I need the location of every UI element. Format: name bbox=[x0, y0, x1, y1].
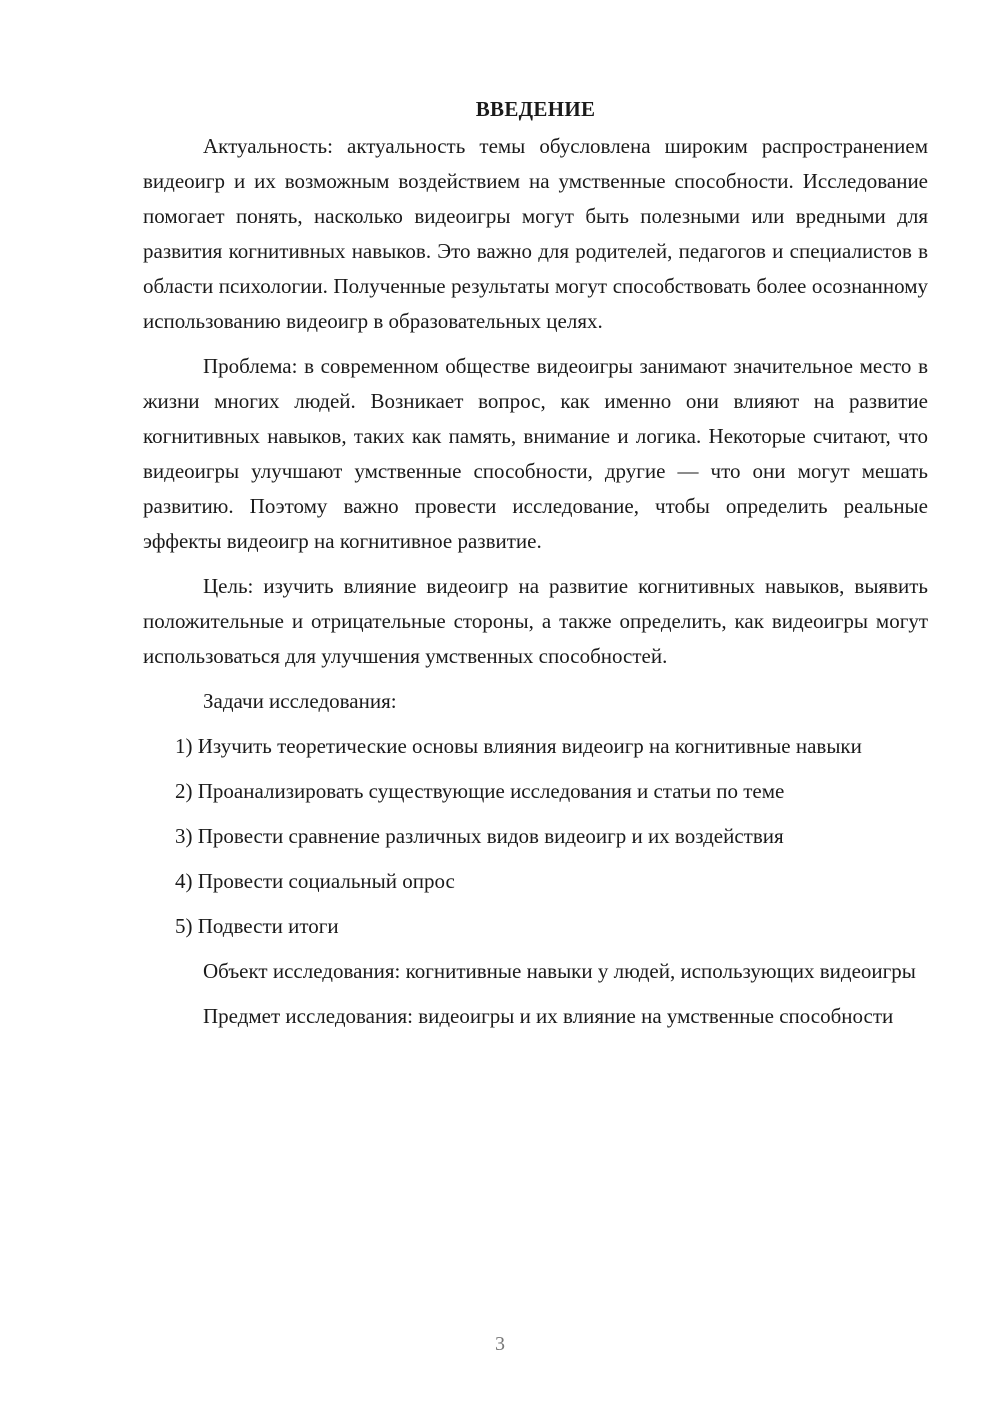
task-item-5: 5) Подвести итоги bbox=[175, 914, 339, 938]
goal-paragraph: Цель: изучить влияние видеоигр на развитие когнитивных навыков, выявить положительные и отрицательные стороны, а также определить, как видеоигры могут использоваться для улучшения умственных способностей. bbox=[143, 574, 928, 668]
document-page bbox=[143, 92, 928, 1044]
task-item-2: 2) Проанализировать существующие исследования и статьи по теме bbox=[175, 779, 785, 803]
subject-paragraph: Предмет исследования: видеоигры и их влияние на умственные способности bbox=[203, 1004, 894, 1028]
object-paragraph: Объект исследования: когнитивные навыки у людей, использующих видеоигры bbox=[203, 959, 916, 983]
relevance-paragraph: Актуальность: актуальность темы обусловлена широким распространением видеоигр и их возможным воздействием на умственные способности. Исследование помогает понять, насколько видеоигры могут быть полезными или вредными для развития когнитивных навыков. Это важно для родителей, педагогов и специалистов в области психологии. Полученные результаты могут способствовать более осознанному использованию видеоигр в образовательных целях. bbox=[143, 134, 928, 333]
page-title: ВВЕДЕНИЕ bbox=[475, 97, 596, 121]
task-item-1: 1) Изучить теоретические основы влияния видеоигр на когнитивные навыки bbox=[175, 734, 862, 758]
task-item-3: 3) Провести сравнение различных видов видеоигр и их воздействия bbox=[175, 824, 784, 848]
tasks-heading: Задачи исследования: bbox=[203, 689, 397, 713]
task-item-4: 4) Провести социальный опрос bbox=[175, 869, 455, 893]
problem-paragraph: Проблема: в современном обществе видеоигры занимают значительное место в жизни многих людей. Возникает вопрос, как именно они влияют на развитие когнитивных навыков, таких как память, внимание и логика. Некоторые считают, что видеоигры улучшают умственные способности, другие — что они могут мешать развитию. Поэтому важно провести исследование, чтобы определить реальные эффекты видеоигр на когнитивное развитие. bbox=[143, 354, 928, 553]
page-number: 3 bbox=[495, 1333, 505, 1355]
